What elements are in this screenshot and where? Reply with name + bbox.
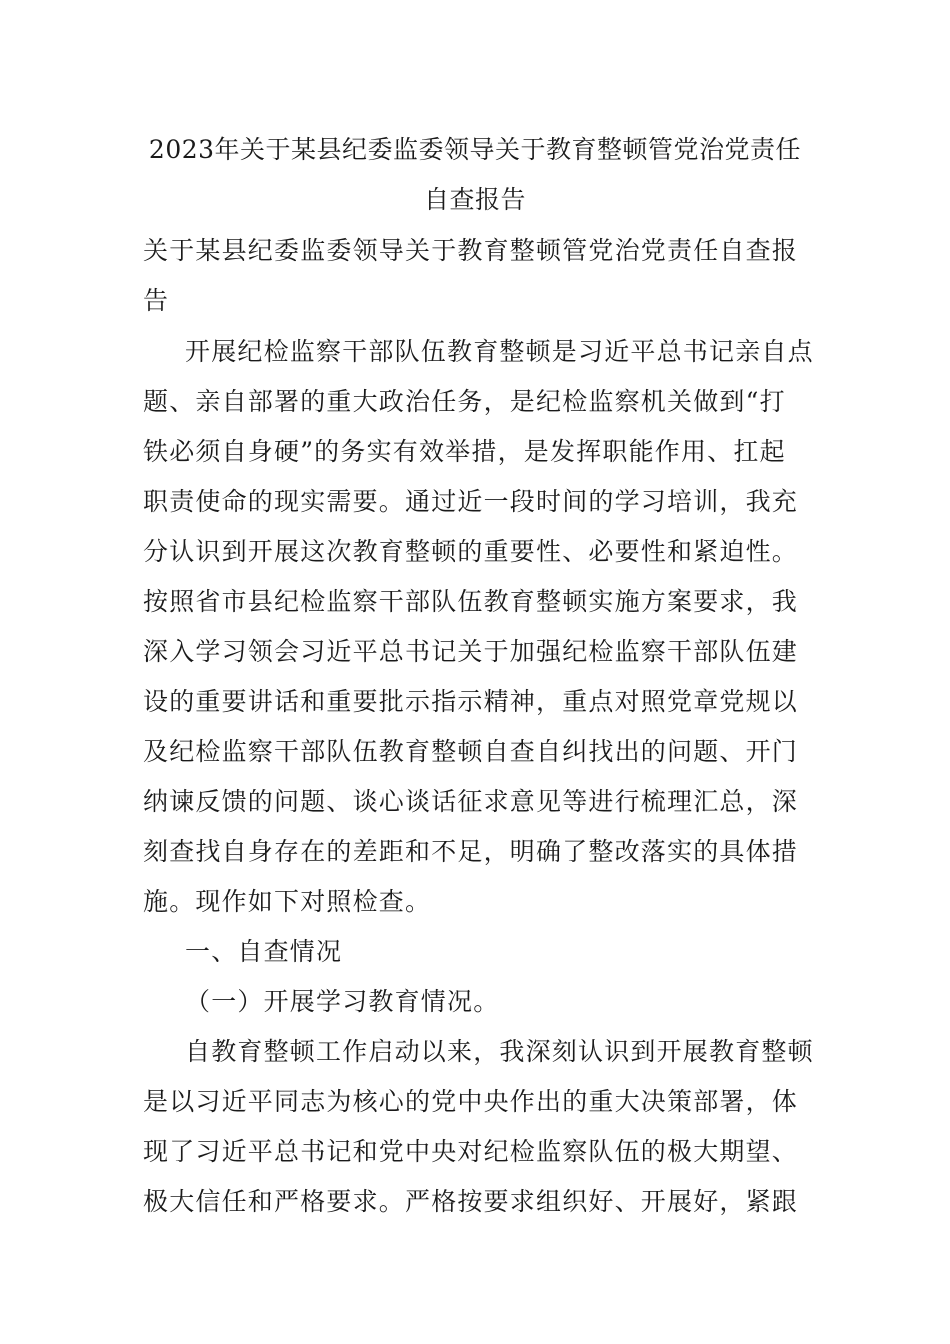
paragraph-line: 刻查找自身存在的差距和不足，明确了整改落实的具体措 [143, 837, 799, 866]
paragraph-line: 极大信任和严格要求。严格按要求组织好、开展好，紧跟 [143, 1187, 799, 1216]
section-heading: 一、自查情况 [185, 937, 343, 966]
paragraph-line: 纳谏反馈的问题、谈心谈话征求意见等进行梳理汇总，深 [143, 787, 799, 816]
paragraph-line: 开展纪检监察干部队伍教育整顿是习近平总书记亲自点 [185, 337, 814, 366]
paragraph-line: 职责使命的现实需要。通过近一段时间的学习培训，我充 [143, 487, 799, 516]
paragraph-line: 深入学习领会习近平总书记关于加强纪检监察干部队伍建 [143, 637, 799, 666]
paragraph-line: 铁必须自身硬”的务实有效举措，是发挥职能作用、扛起 [143, 437, 786, 466]
subtitle-line: 关于某县纪委监委领导关于教育整顿管党治党责任自查报 [143, 236, 799, 265]
document-title-line-2: 自查报告 [423, 185, 526, 214]
paragraph-line: 自教育整顿工作启动以来，我深刻认识到开展教育整顿 [185, 1037, 814, 1066]
paragraph-line: 设的重要讲话和重要批示指示精神，重点对照党章党规以 [143, 687, 799, 716]
paragraph-line: 题、亲自部署的重大政治任务，是纪检监察机关做到“打 [143, 387, 786, 416]
document-title-line-1: 2023年关于某县纪委监委领导关于教育整顿管党治党责任 [148, 135, 802, 164]
paragraph-line: 是以习近平同志为核心的党中央作出的重大决策部署，体 [143, 1087, 799, 1116]
paragraph-line: 施。现作如下对照检查。 [143, 887, 432, 916]
paragraph-line: 分认识到开展这次教育整顿的重要性、必要性和紧迫性。 [143, 537, 799, 566]
paragraph-line: 按照省市县纪检监察干部队伍教育整顿实施方案要求，我 [143, 587, 799, 616]
subsection-heading: （一）开展学习教育情况。 [185, 987, 500, 1016]
subtitle-line: 告 [143, 286, 170, 315]
paragraph-line: 及纪检监察干部队伍教育整顿自查自纠找出的问题、开门 [143, 737, 799, 766]
paragraph-line: 现了习近平总书记和党中央对纪检监察队伍的极大期望、 [143, 1137, 799, 1166]
